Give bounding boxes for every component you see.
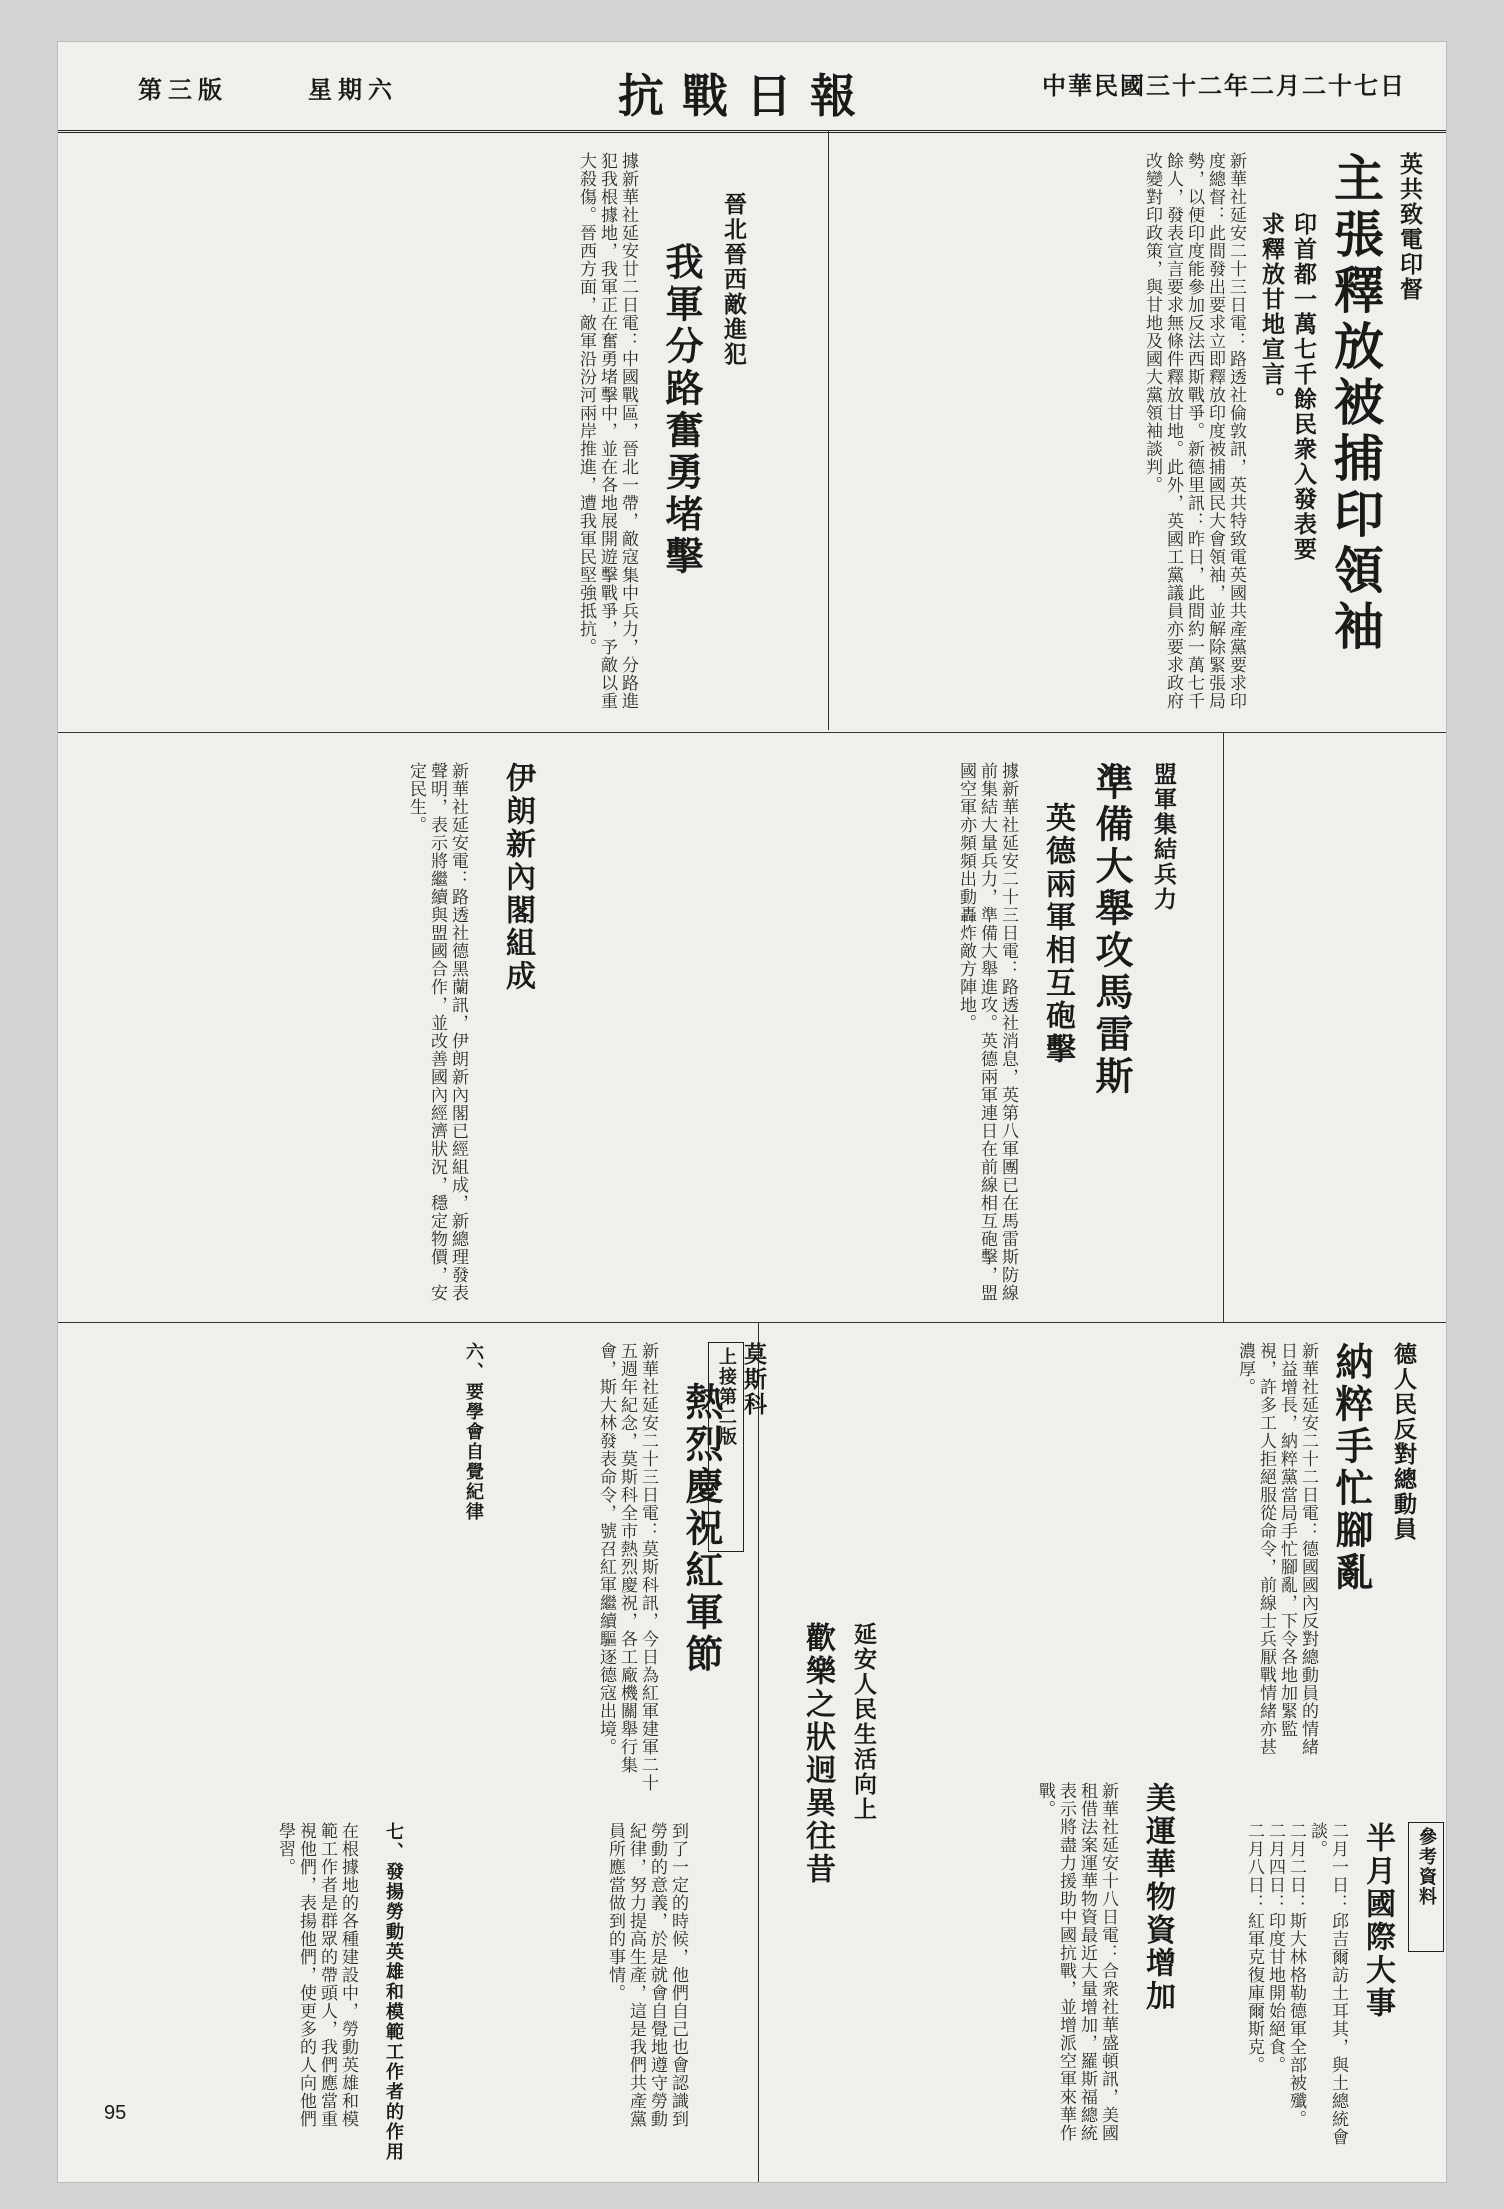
monthly-headline: 半月國際大事: [1360, 1822, 1395, 2020]
reference-tag: 參考資料: [1408, 1822, 1444, 1952]
newspaper-title: 抗戰日報: [618, 69, 874, 123]
monthly-list: [1244, 1822, 1348, 2162]
allies-body: 據新華社延安二十三日電：路透社消息，英第八軍團已在馬雷斯防線前集結大量兵力，準備大舉進攻。英德兩軍連日在前線相互砲擊，盟國空軍亦頻頻出動轟炸敵方陣地。: [956, 762, 1018, 1302]
iran-body: 新華社延安電：路透社德黑蘭訊，伊朗新內閣已經組成，新總理發表聲明，表示將繼續與盟國合作，並改善國內經濟狀況，穩定物價，安定民生。: [406, 762, 468, 1302]
masthead: [58, 42, 1446, 133]
india-deck-2: 求釋放甘地宣言。: [1258, 212, 1285, 412]
divider: [828, 130, 829, 730]
archive-page-number: 95: [104, 2102, 127, 2124]
iran-headline: 伊朗新內閣組成: [500, 762, 535, 993]
continued-tag: 上接第二版: [708, 1342, 744, 1552]
issue-date: 中華民國三十二年二月二十七日: [1042, 71, 1406, 100]
monthly-item: 二月一日：邱吉爾訪土耳其，與土總統會談。: [1307, 1822, 1348, 2146]
german-body: 新華社延安二十二日電：德國國內反對總動員的情緒日益增長，納粹黨當局手忙腳亂，下令各地加緊監視，許多工人拒絕服從命令，前線士兵厭戰情緒亦甚濃厚。: [1235, 1342, 1318, 1756]
shanxi-headline: 我軍分路奮勇堵擊: [659, 242, 704, 578]
labor-body: 到了一定的時候，他們自己也會認識到勞動的意義，於是就會自覺地遵守勞動紀律，努力提高生產，這是我們共產黨員所應當做到的事情。: [605, 1822, 688, 2128]
moscow-headline: 熱烈慶祝紅軍節: [679, 1382, 724, 1676]
us-goods-headline: 美運華物資增加: [1140, 1782, 1175, 2013]
page-number: 第三版: [138, 75, 228, 104]
monthly-item: 二月八日：紅軍克復庫爾斯克。: [1244, 1822, 1264, 2074]
monthly-item: 二月四日：印度甘地開始絕食。: [1265, 1822, 1285, 2074]
allies-headline: 準備大舉攻馬雷斯: [1089, 762, 1134, 1098]
divider: [1223, 732, 1224, 1322]
weekday: 星期六: [308, 75, 398, 104]
monthly-item: 二月二日：斯大林格勒德軍全部被殲。: [1286, 1822, 1306, 2128]
german-kicker: 德人民反對總動員: [1390, 1342, 1417, 1542]
yanan-kicker: 延安人民生活向上: [850, 1622, 877, 1822]
india-deck-1: 印首都一萬七千餘民衆入發表要: [1290, 212, 1317, 562]
india-headline: 主張釋放被捕印領袖: [1326, 152, 1385, 656]
india-kicker: 英共致電印督: [1396, 152, 1423, 302]
shanxi-kicker: 晉北晉西敵進犯: [720, 192, 747, 367]
labor2-body: 在根據地的各種建設中，勞動英雄和模範工作者是群眾的帶頭人，我們應當重視他們，表揚他們，使更多的人向他們學習。: [275, 1822, 358, 2128]
labor-section-6: 六、要學會自覺紀律: [463, 1342, 484, 1522]
labor-section-7: 七、發揚勞動英雄和模範工作者的作用: [383, 1822, 404, 2162]
newspaper-page: [58, 42, 1446, 2182]
german-headline: 納粹手忙腳亂: [1329, 1342, 1374, 1594]
yanan-headline: 歡樂之狀迥異往昔: [800, 1622, 835, 1886]
allies-kicker: 盟軍集結兵力: [1150, 762, 1177, 912]
moscow-body: 新華社延安二十三日電：莫斯科訊，今日為紅軍建軍二十五週年紀念，莫斯科全市熱烈慶祝，各工廠機關舉行集會，斯大林發表命令，號召紅軍繼續驅逐德寇出境。: [596, 1342, 658, 1792]
divider: [58, 732, 1446, 733]
allies-subheadline: 英德兩軍相互砲擊: [1040, 802, 1075, 1066]
moscow-kicker: 莫斯科: [740, 1342, 767, 1417]
divider: [58, 1322, 1446, 1323]
us-goods-body: 新華社延安十八日電：合衆社華盛頓訊，美國租借法案運華物資最近大量增加，羅斯福總統表示將盡力援助中國抗戰，並增派空軍來華作戰。: [1035, 1782, 1118, 2142]
india-body: 新華社延安二十三日電：路透社倫敦訊，英共特致電英國共產黨要求印度總督：此間發出要求立即釋放印度被捕國民大會領袖，並解除緊張局勢，以便印度能參加反法西斯戰爭。新德里訊：昨日，此間約一萬七千餘人，發表宣言要求無條件釋放甘地。此外，英國工黨議員亦要求政府改變對印政策，與甘地及國大黨領袖談判。: [1142, 152, 1246, 710]
shanxi-body: 據新華社延安廿二日電：中國戰區，晉北一帶，敵寇集中兵力，分路進犯我根據地，我軍正在奮勇堵擊中，並在各地展開遊擊戰爭，予敵以重大殺傷。晉西方面，敵軍沿汾河兩岸推進，遭我軍民堅強抵抗。: [576, 152, 638, 710]
